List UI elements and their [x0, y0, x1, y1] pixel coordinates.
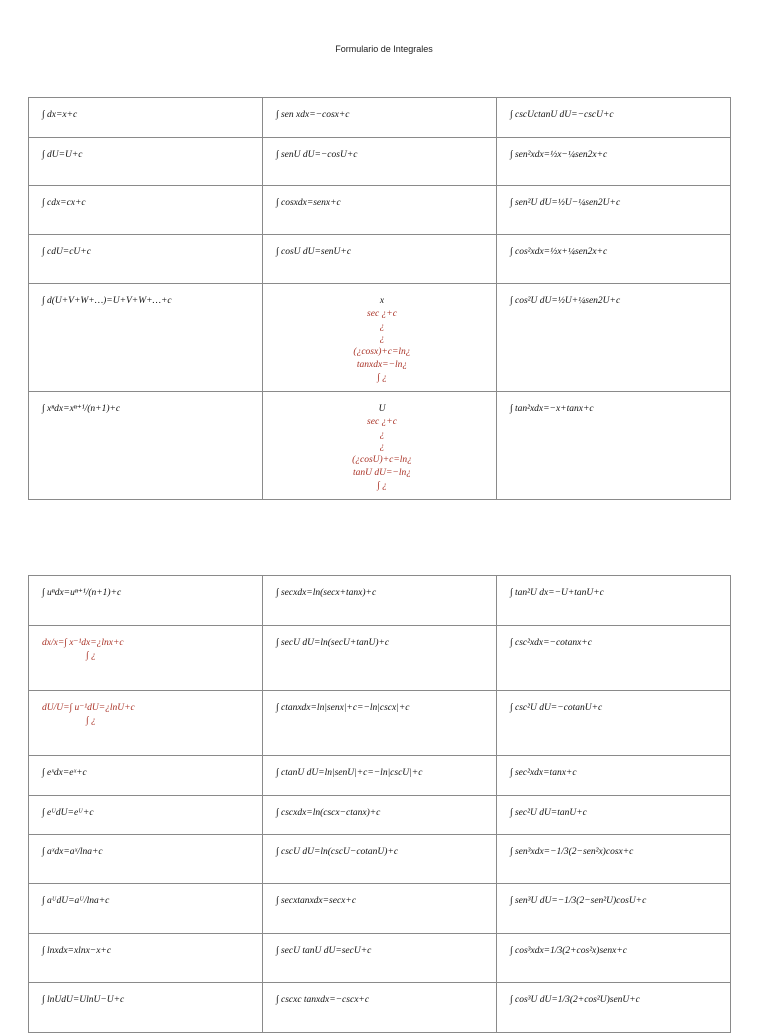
table-row — [29, 284, 731, 392]
formula-text: tanU dU=−ln¿ — [353, 468, 411, 479]
formula-text: ∫ eᵁdU=eᵁ+c — [42, 808, 94, 818]
formula-text: ∫ ¿ — [86, 650, 96, 661]
formula-cell — [263, 186, 497, 235]
formula-text: ∫ cos²xdx=½x+¼sen2x+c — [510, 247, 608, 257]
formula-cell — [29, 235, 263, 284]
formula-text: ∫ aᵁdU=aᵁ/lna+c — [42, 896, 110, 906]
formula-cell — [263, 284, 497, 392]
formula-text: ∫ ¿ — [377, 372, 387, 383]
formula-cell — [497, 934, 731, 983]
table-row — [29, 186, 731, 235]
formula-cell — [497, 138, 731, 186]
formula-text: (¿cosU)+c=ln¿ — [352, 455, 412, 466]
formula-cell — [29, 138, 263, 186]
formula-cell — [263, 796, 497, 835]
formula-cell — [497, 983, 731, 1033]
formula-text: ∫ dx=x+c — [42, 110, 78, 120]
formula-text: ∫ tan²xdx=−x+tanx+c — [510, 404, 594, 414]
formula-cell — [263, 392, 497, 500]
formula-text: ∫ secU dU=ln(secU+tanU)+c — [276, 638, 390, 648]
formula-cell — [263, 756, 497, 796]
formula-text: ∫ csc²xdx=−cotanx+c — [510, 638, 592, 648]
formula-cell — [263, 983, 497, 1033]
formula-cell — [29, 98, 263, 138]
formula-text: ∫ cos³U dU=1/3(2+cos²U)senU+c — [510, 995, 640, 1005]
formula-cell — [29, 796, 263, 835]
table-row — [29, 392, 731, 500]
formula-text: ∫ cosU dU=senU+c — [276, 247, 352, 257]
formula-text: ∫ cos³xdx=1/3(2+cos²x)senx+c — [510, 946, 627, 956]
formula-text: sec ¿+c — [367, 308, 397, 319]
formula-text: ¿ — [379, 429, 385, 440]
formula-text: (¿cosx)+c=ln¿ — [353, 347, 411, 358]
formula-text: ∫ lnxdx=xlnx−x+c — [42, 946, 112, 956]
formula-text: ∫ xⁿdx=xⁿ⁺¹/(n+1)+c — [42, 404, 121, 414]
table-row — [29, 691, 731, 756]
formula-text: U — [378, 404, 386, 414]
formula-text: ∫ sen³xdx=−1/3(2−sen²x)cosx+c — [510, 847, 634, 857]
formula-cell — [29, 576, 263, 626]
formula-cell — [29, 284, 263, 392]
formula-cell — [263, 934, 497, 983]
table-row — [29, 884, 731, 934]
formula-text: ∫ senU dU=−cosU+c — [276, 150, 358, 160]
formula-text: ∫ cscU dU=ln(cscU−cotanU)+c — [276, 847, 399, 857]
formula-text: ∫ sec²U dU=tanU+c — [510, 808, 587, 818]
formula-text: ∫ ¿ — [377, 480, 387, 491]
formula-cell — [497, 835, 731, 884]
formula-text: ∫ secxtanxdx=secx+c — [276, 896, 357, 906]
formula-cell — [263, 576, 497, 626]
formula-text: ∫ d(U+V+W+…)=U+V+W+…+c — [42, 296, 172, 306]
formula-text: ∫ cdx=cx+c — [42, 198, 86, 208]
table-row — [29, 756, 731, 796]
formula-text: ∫ uⁿdx=uⁿ⁺¹/(n+1)+c — [42, 588, 122, 598]
formula-text: ∫ sen xdx=−cosx+c — [276, 110, 350, 120]
formula-cell — [497, 796, 731, 835]
formula-cell — [29, 983, 263, 1033]
table-row — [29, 934, 731, 983]
formula-text: dU/U=∫ u⁻¹dU=¿lnU+c — [42, 703, 135, 713]
formula-cell — [497, 392, 731, 500]
formula-text: ∫ aˣdx=aˣ/lna+c — [42, 847, 103, 857]
formula-text: ∫ lnUdU=UlnU−U+c — [42, 995, 125, 1005]
formula-cell — [497, 626, 731, 691]
formula-text: ∫ secxdx=ln(secx+tanx)+c — [276, 588, 377, 598]
formula-cell — [29, 934, 263, 983]
formula-text: ∫ cdU=cU+c — [42, 247, 91, 257]
formula-cell — [29, 691, 263, 756]
formula-text: ∫ cos²U dU=½U+¼sen2U+c — [510, 296, 621, 306]
formula-text: ∫ sen³U dU=−1/3(2−sen²U)cosU+c — [510, 896, 647, 906]
formula-cell — [497, 186, 731, 235]
formula-text: ¿ — [379, 321, 385, 332]
formula-cell — [263, 235, 497, 284]
formula-text: x — [379, 296, 385, 306]
table-row — [29, 576, 731, 626]
formula-text: ∫ cosxdx=senx+c — [276, 198, 341, 208]
formula-cell — [497, 756, 731, 796]
page-title: Formulario de Integrales — [335, 44, 433, 54]
formula-text: ∫ cscUctanU dU=−cscU+c — [510, 110, 614, 120]
formula-text: ¿ — [379, 334, 385, 345]
formula-cell — [263, 98, 497, 138]
formula-cell — [497, 691, 731, 756]
formula-text: ∫ secU tanU dU=secU+c — [276, 946, 372, 956]
formula-cell — [497, 98, 731, 138]
formula-cell — [263, 626, 497, 691]
formula-text: ∫ ctanxdx=ln|senx|+c=−ln|cscx|+c — [276, 703, 410, 713]
integrals-table-2 — [28, 575, 731, 1033]
formula-cell — [29, 756, 263, 796]
table-row — [29, 98, 731, 138]
formula-text: ∫ ctanU dU=ln|senU|+c=−ln|cscU|+c — [276, 768, 423, 778]
table-row — [29, 796, 731, 835]
formula-cell — [497, 576, 731, 626]
integrals-table-1 — [28, 97, 731, 500]
table-row — [29, 983, 731, 1033]
formula-cell — [497, 884, 731, 934]
formula-cell — [29, 392, 263, 500]
table-row — [29, 626, 731, 691]
formula-cell — [29, 835, 263, 884]
formula-cell — [497, 235, 731, 284]
formula-text: sec ¿+c — [367, 416, 397, 427]
formula-text: ∫ csc²U dU=−cotanU+c — [510, 703, 603, 713]
formula-cell — [29, 626, 263, 691]
formula-text: ∫ dU=U+c — [42, 150, 83, 160]
formula-cell — [29, 186, 263, 235]
formula-text: ∫ cscxdx=ln(cscx−ctanx)+c — [276, 808, 381, 818]
formula-text: ∫ tan²U dx=−U+tanU+c — [510, 588, 604, 598]
formula-text: ∫ sen²U dU=½U−¼sen2U+c — [510, 198, 621, 208]
formula-cell — [497, 284, 731, 392]
formula-text: ∫ eˣdx=eˣ+c — [42, 768, 87, 778]
formula-cell — [263, 691, 497, 756]
table-row — [29, 835, 731, 884]
formula-text: tanxdx=−ln¿ — [356, 360, 408, 371]
formula-text: ∫ sec²xdx=tanx+c — [510, 768, 577, 778]
formula-cell — [263, 835, 497, 884]
formula-text: ¿ — [379, 442, 385, 453]
formula-cell — [263, 884, 497, 934]
formula-text: ∫ cscxc tanxdx=−cscx+c — [276, 995, 370, 1005]
formula-cell — [263, 138, 497, 186]
table-row — [29, 235, 731, 284]
formula-text: dx/x=∫ x⁻¹dx=¿lnx+c — [42, 638, 124, 648]
formula-text: ∫ sen²xdx=½x−¼sen2x+c — [510, 150, 608, 160]
formula-text: ∫ ¿ — [86, 715, 96, 726]
table-row — [29, 138, 731, 186]
formula-cell — [29, 884, 263, 934]
